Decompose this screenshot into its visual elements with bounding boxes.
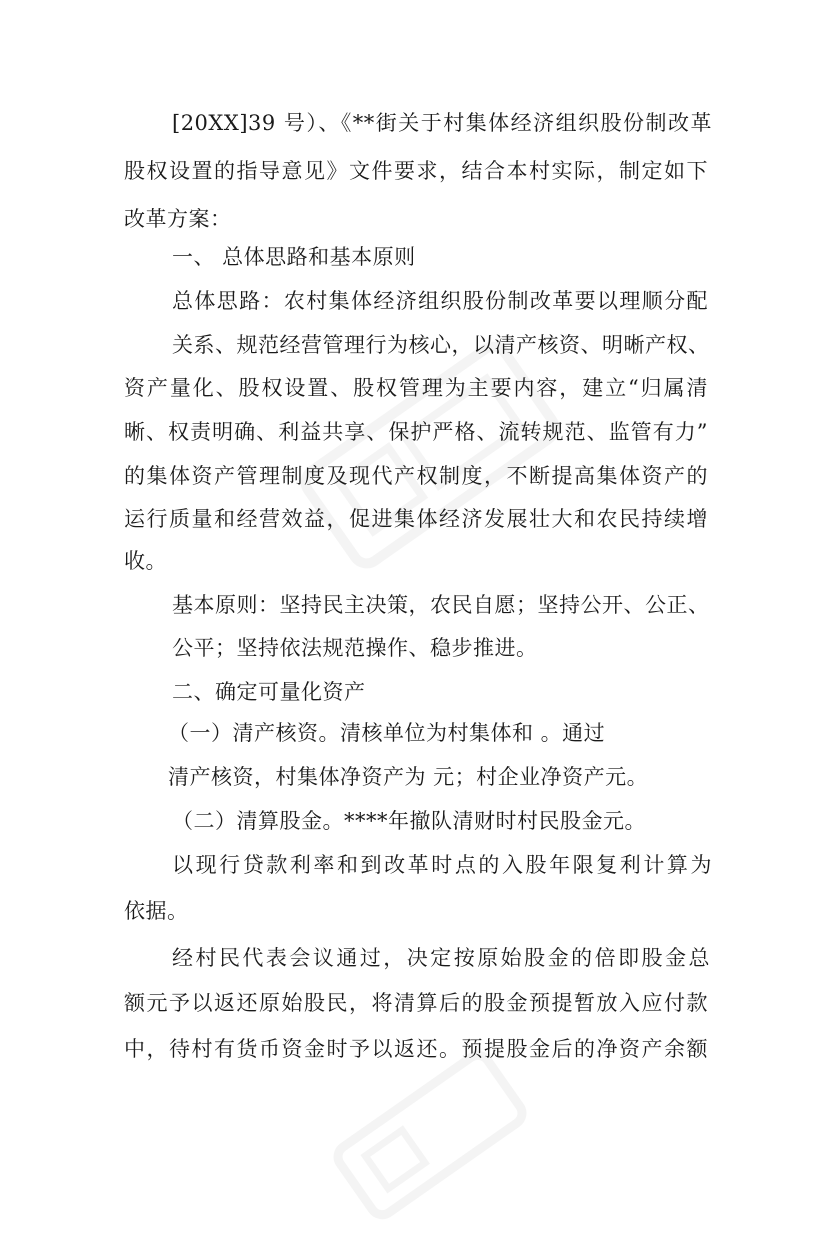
text-line-21: 额元予以返还原始股民，将清算后的股金预提暂放入应付款	[124, 991, 708, 1015]
text-line-10: 运行质量和经营效益，促进集体经济发展壮大和农民持续增	[124, 507, 708, 531]
text-line-8: 晰、权责明确、利益共享、保护严格、流转规范、监管有力”	[124, 420, 708, 444]
text-line-3: 改革方案：	[124, 207, 232, 231]
text-line-6: 关系、规范经营管理行为核心，以清产核资、明晰产权、	[172, 333, 710, 357]
text-line-20: 经村民代表会议通过，决定按原始股金的倍即股金总	[172, 946, 710, 970]
text-line-2: 股权设置的指导意见》文件要求，结合本村实际，制定如下	[124, 159, 708, 183]
text-line-15: （一）清产核资。清核单位为村集体和 。通过	[168, 721, 606, 745]
text-line-5: 总体思路：农村集体经济组织股份制改革要以理顺分配	[172, 289, 708, 313]
text-line-16: 清产核资，村集体净资产为 元；村企业净资产元。	[168, 765, 649, 789]
text-line-12: 基本原则：坚持民主决策，农民自愿；坚持公开、公正、	[172, 593, 710, 617]
text-line-18: 以现行贷款利率和到改革时点的入股年限复利计算为	[172, 853, 712, 877]
text-line-22: 中，待村有货币资金时予以返还。预提股金后的净资产余额	[124, 1037, 708, 1061]
text-line-9: 的集体资产管理制度及现代产权制度，不断提高集体资产的	[124, 464, 708, 488]
text-line-13: 公平；坚持依法规范操作、稳步推进。	[172, 636, 538, 660]
text-line-11: 收。	[124, 549, 167, 573]
section-heading-2: 二、确定可量化资产	[172, 680, 366, 704]
text-line-17: （二）清算股金。****年撤队清财时村民股金元。	[172, 809, 646, 833]
section-heading-1: 一、 总体思路和基本原则	[172, 245, 416, 269]
text-line-19: 依据。	[124, 899, 189, 923]
text-line-7: 资产量化、股权设置、股权管理为主要内容，建立“归属清	[124, 376, 708, 400]
text-line-1: [20XX]39 号）、《**街关于村集体经济组织股份制改革	[172, 111, 712, 135]
